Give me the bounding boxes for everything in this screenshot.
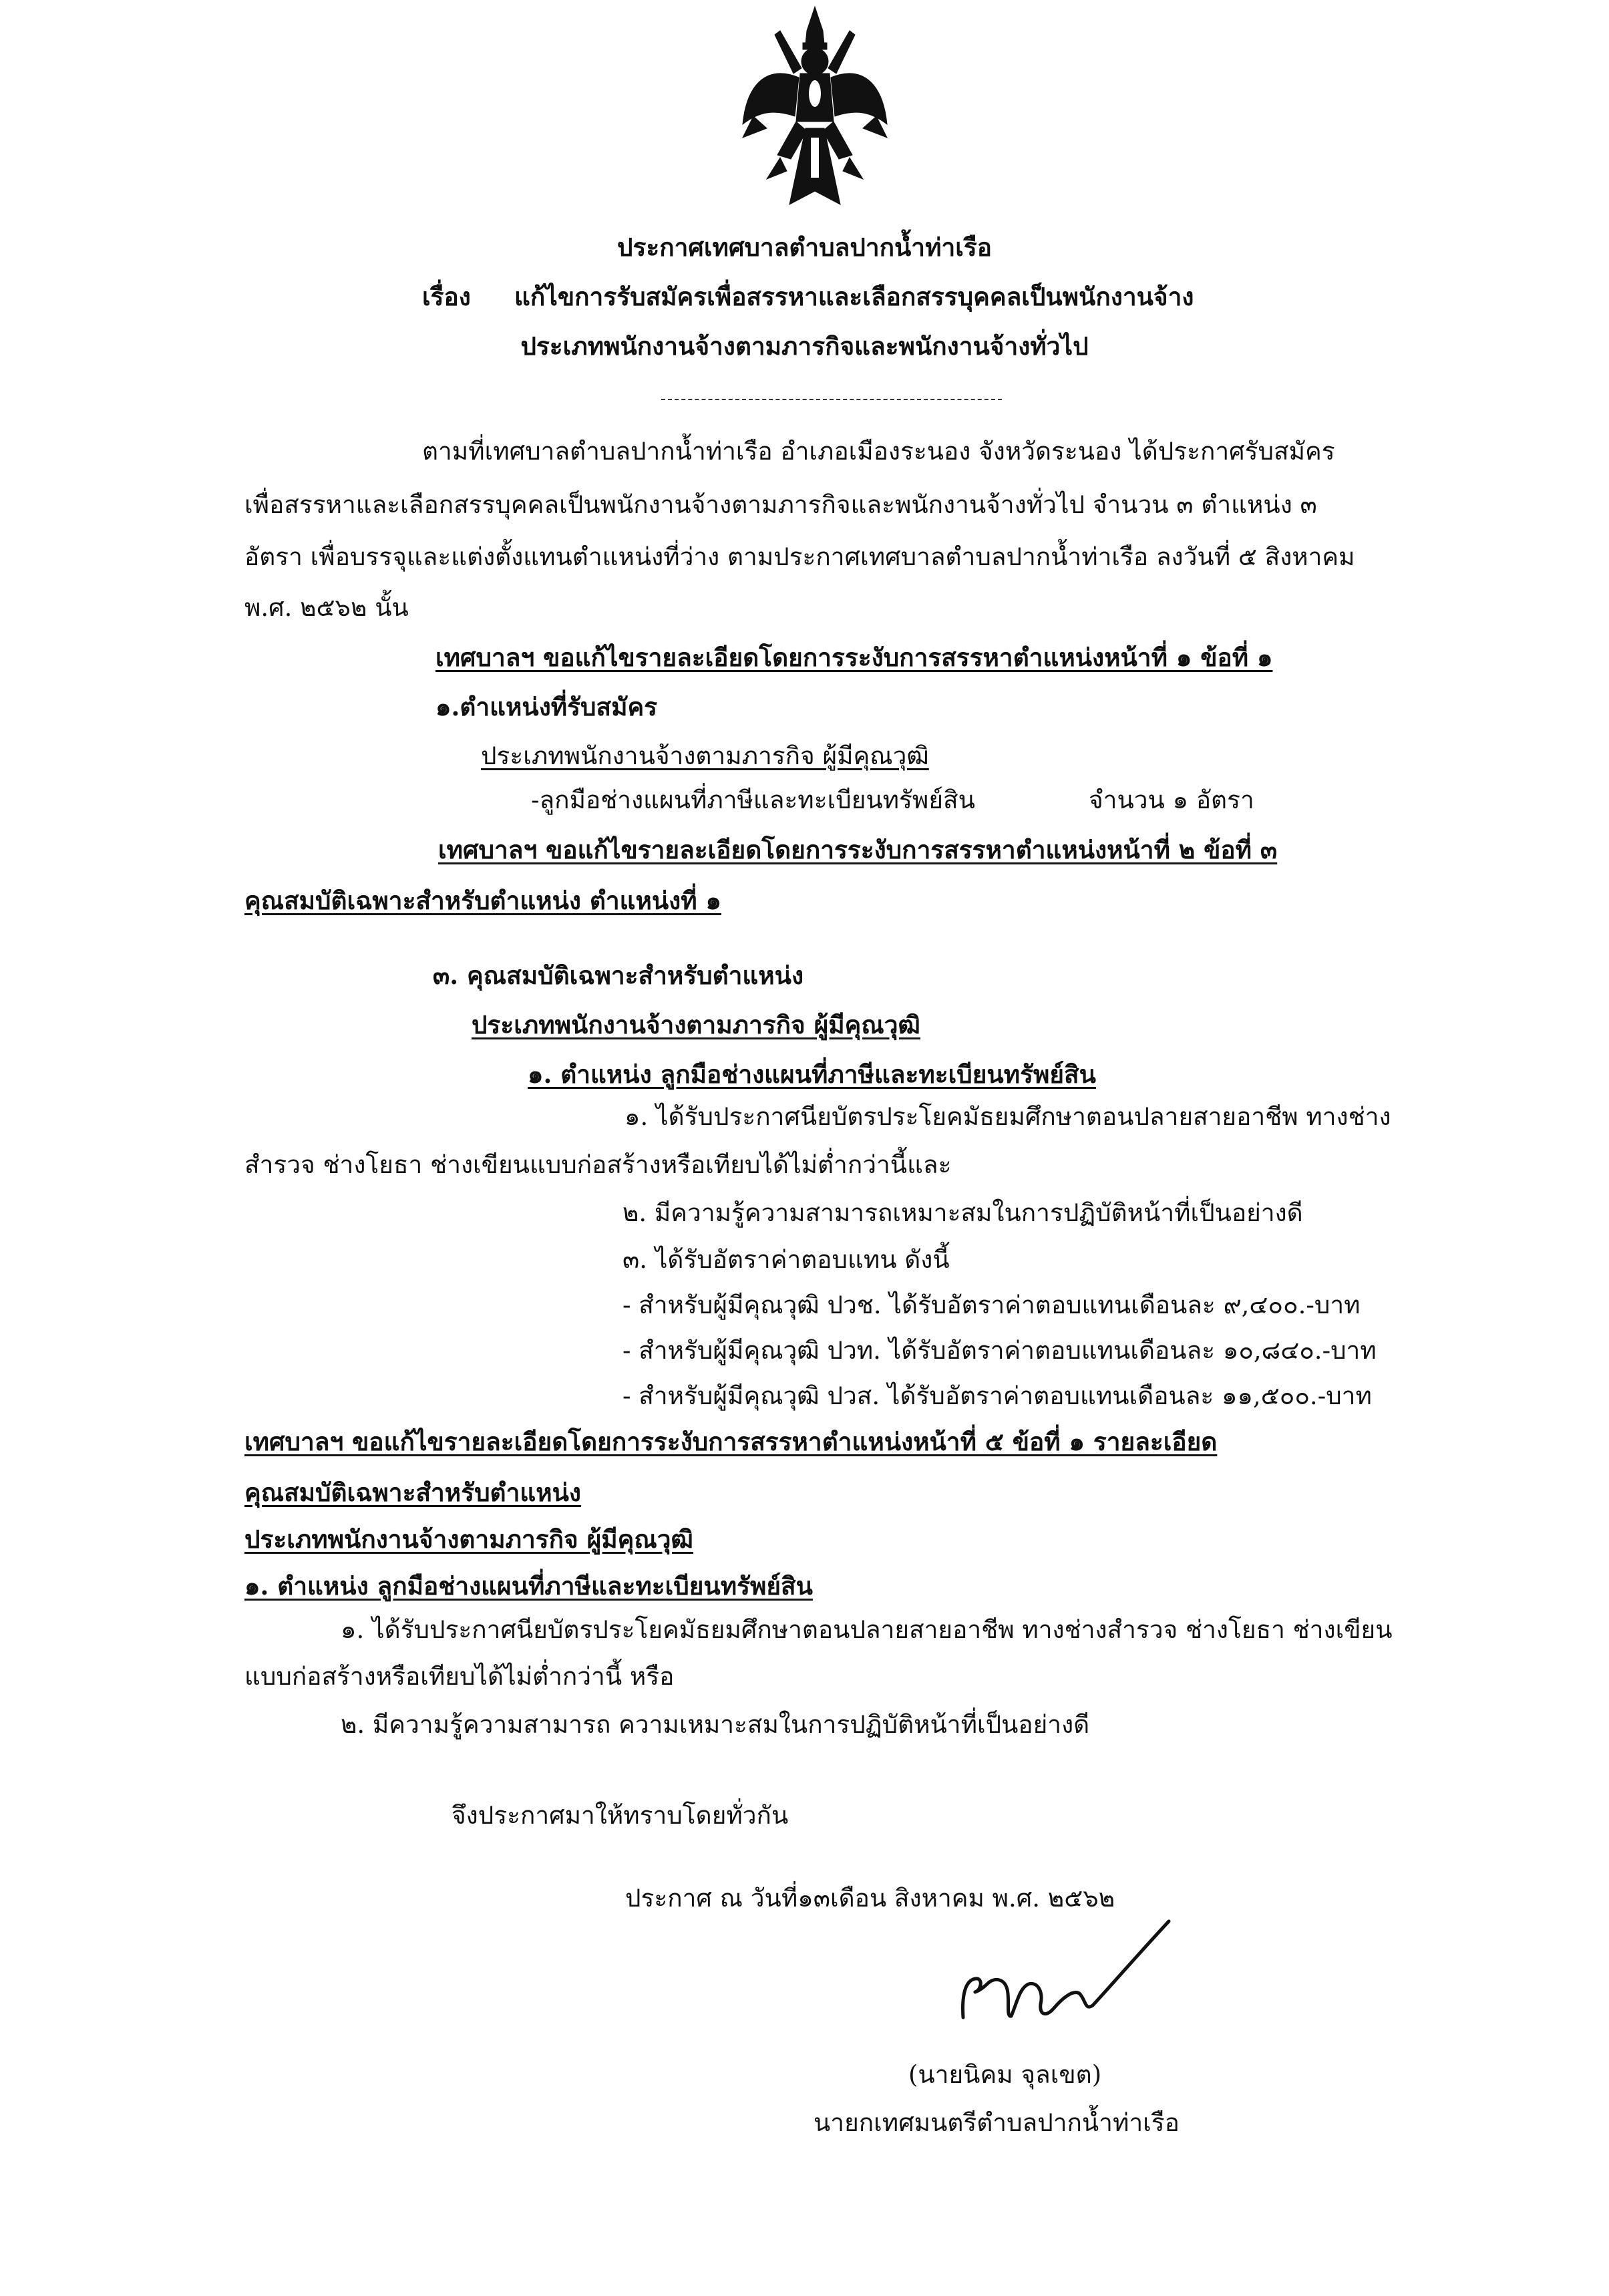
announcement-date: ประกาศ ณ วันที่๑๓เดือน สิงหาคม พ.ศ. ๒๕๖๒ [625, 1884, 1115, 1913]
amend2-heading-1: เทศบาลฯ ขอแก้ไขรายละเอียดโดยการระงับการสรรหาตำแหน่งหน้าที่ ๒ ข้อที่ ๓ [438, 835, 1278, 864]
intro-line-4: พ.ศ. ๒๕๖๒ นั้น [244, 593, 409, 622]
amend2-qual-3: ๓. ได้รับอัตราค่าตอบแทน ดังนี้ [622, 1245, 950, 1274]
amend2-pay-1: - สำหรับผู้มีคุณวุฒิ ปวช. ได้รับอัตราค่าตอบแทนเดือนละ ๙,๔๐๐.-บาท [622, 1291, 1361, 1319]
amend1-position: -ลูกมือช่างแผนที่ภาษีและทะเบียนทรัพย์สิน [531, 786, 975, 814]
subject-prefix: เรื่อง [422, 282, 471, 311]
amend1-item: ๑.ตำแหน่งที่รับสมัคร [435, 692, 658, 721]
amend2-heading-2: คุณสมบัติเฉพาะสำหรับตำแหน่ง ตำแหน่งที่ ๑ [244, 886, 722, 915]
amend3-heading-2: คุณสมบัติเฉพาะสำหรับตำแหน่ง [244, 1478, 581, 1507]
amend3-heading-1: เทศบาลฯ ขอแก้ไขรายละเอียดโดยการระงับการสรรหาตำแหน่งหน้าที่ ๕ ข้อที่ ๑ รายละเอียด [244, 1427, 1218, 1456]
garuda-emblem-icon [740, 4, 890, 212]
intro-line-3: อัตรา เพื่อบรรจุและแต่งตั้งแทนตำแหน่งที่ว่าง ตามประกาศเทศบาลตำบลปากน้ำท่าเรือ ลงวันที่ ๕ สิงหาคม [244, 542, 1355, 571]
amend2-position: ๑. ตำแหน่ง ลูกมือช่างแผนที่ภาษีและทะเบียนทรัพย์สิน [528, 1059, 1096, 1089]
amend2-category: ประเภทพนักงานจ้างตามภารกิจ ผู้มีคุณวุฒิ [472, 1010, 920, 1039]
amend3-qual-2: ๒. มีความรู้ความสามารถ ความเหมาะสมในการปฏิบัติหน้าที่เป็นอย่างดี [341, 1710, 1090, 1739]
header-divider [661, 399, 1002, 400]
closing-notice: จึงประกาศมาให้ทราบโดยทั่วกัน [452, 1801, 789, 1830]
intro-line-1: ตามที่เทศบาลตำบลปากน้ำท่าเรือ อำเภอเมืองระนอง จังหวัดระนอง ได้ประกาศรับสมัคร [422, 437, 1335, 466]
signer-name: (นายนิคม จุลเขต) [908, 2060, 1102, 2089]
amend3-category: ประเภทพนักงานจ้างตามภารกิจ ผู้มีคุณวุฒิ [244, 1524, 693, 1554]
issuer-title: ประกาศเทศบาลตำบลปากน้ำท่าเรือ [617, 232, 992, 262]
amend1-heading: เทศบาลฯ ขอแก้ไขรายละเอียดโดยการระงับการสรรหาตำแหน่งหน้าที่ ๑ ข้อที่ ๑ [435, 643, 1273, 672]
subject-line-1: แก้ไขการรับสมัครเพื่อสรรหาและเลือกสรรบุคคลเป็นพนักงานจ้าง [514, 282, 1194, 311]
amend3-qual-1a: ๑. ได้รับประกาศนียบัตรประโยคมัธยมศึกษาตอนปลายสายอาชีพ ทางช่างสำรวจ ช่างโยธา ช่างเขียน [341, 1615, 1393, 1644]
amend1-count: จำนวน ๑ อัตรา [1089, 786, 1254, 814]
amend2-pay-2: - สำหรับผู้มีคุณวุฒิ ปวท. ได้รับอัตราค่าตอบแทนเดือนละ ๑๐,๘๔๐.-บาท [622, 1336, 1377, 1365]
amend3-qual-1b: แบบก่อสร้างหรือเทียบได้ไม่ต่ำกว่านี้ หรือ [244, 1662, 675, 1691]
amend2-qual-1a: ๑. ได้รับประกาศนียบัตรประโยคมัธยมศึกษาตอนปลายสายอาชีพ ทางช่าง [624, 1102, 1391, 1131]
amend2-qual-1b: สำรวจ ช่างโยธา ช่างเขียนแบบก่อสร้างหรือเทียบได้ไม่ต่ำกว่านี้และ [244, 1150, 952, 1179]
intro-line-2: เพื่อสรรหาและเลือกสรรบุคคลเป็นพนักงานจ้างตามภารกิจและพนักงานจ้างทั่วไป จำนวน ๓ ตำแหน่ง ๓ [244, 490, 1317, 519]
amend2-pay-3: - สำหรับผู้มีคุณวุฒิ ปวส. ได้รับอัตราค่าตอบแทนเดือนละ ๑๑,๕๐๐.-บาท [622, 1381, 1372, 1410]
subject-line-2: ประเภทพนักงานจ้างตามภารกิจและพนักงานจ้างทั่วไป [520, 331, 1089, 361]
amend3-position: ๑. ตำแหน่ง ลูกมือช่างแผนที่ภาษีและทะเบียนทรัพย์สิน [244, 1571, 813, 1601]
signer-title: นายกเทศมนตรีตำบลปากน้ำท่าเรือ [814, 2108, 1180, 2137]
signature-icon [955, 1917, 1176, 2037]
amend1-category: ประเภทพนักงานจ้างตามภารกิจ ผู้มีคุณวุฒิ [481, 742, 929, 770]
amend2-qual-2: ๒. มีความรู้ความสามารถเหมาะสมในการปฏิบัติหน้าที่เป็นอย่างดี [622, 1198, 1303, 1227]
amend2-item: ๓. คุณสมบัติเฉพาะสำหรับตำแหน่ง [433, 961, 804, 990]
